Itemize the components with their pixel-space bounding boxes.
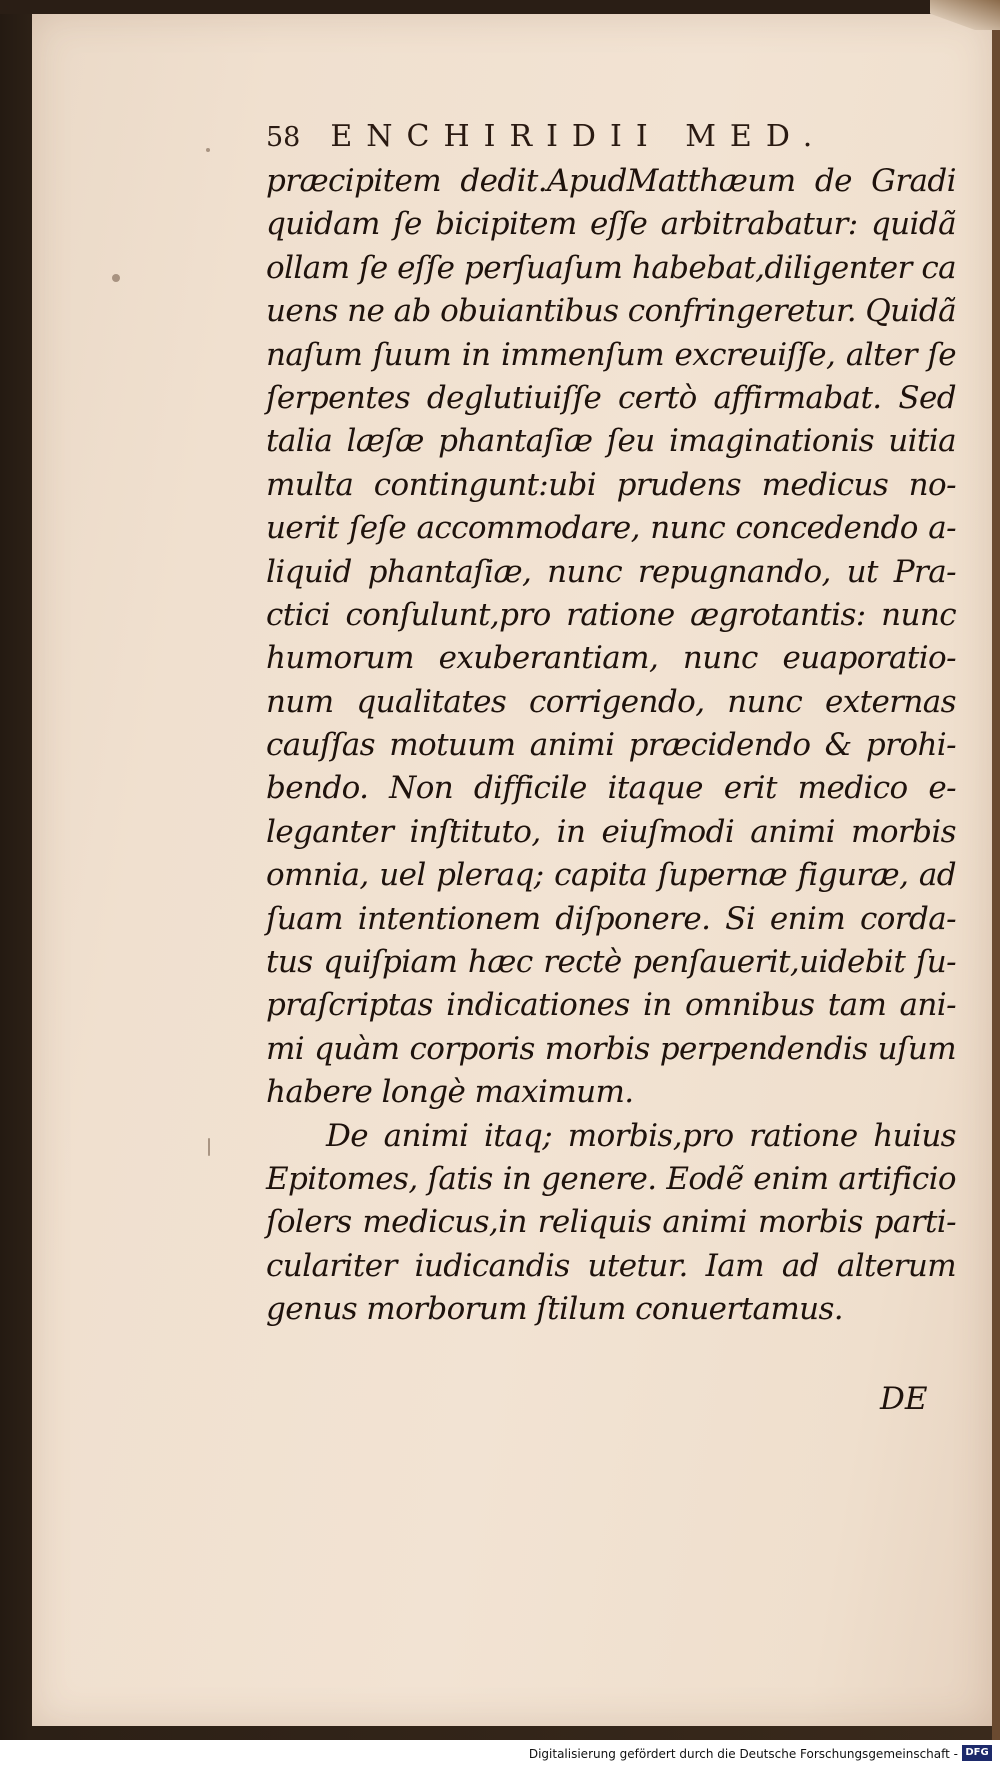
- text-line: culariter iudicandis utetur. Iam ad alterum: [266, 1247, 956, 1284]
- text-line: omnia, uel pleraq; capita ſupernæ figuræ, ad: [266, 857, 956, 894]
- page-number: 58: [266, 122, 301, 153]
- text-line: liquid phantaſiæ, nunc repugnando, ut Pra-: [266, 553, 956, 590]
- running-head: [266, 112, 946, 162]
- book-edge: [992, 0, 1000, 1768]
- dfg-logo: DFG: [962, 1745, 992, 1761]
- text-line: talia læſæ phantaſiæ ſeu imaginationis uitia: [266, 423, 956, 460]
- text-line: ſerpentes deglutiuiſſe certò affirmabat. Sed: [266, 379, 956, 416]
- text-line: uerit ſeſe accommodare, nunc concedendo a-: [266, 510, 956, 547]
- text-line: praſcriptas indicationes in omnibus tam ani-: [266, 987, 956, 1024]
- text-line: quidam ſe bicipitem eſſe arbitrabatur: quidã: [266, 206, 956, 243]
- text-line: uens ne ab obuiantibus confringeretur. Quidã: [266, 293, 956, 330]
- text-line: ſuam intentionem diſponere. Si enim corda-: [266, 900, 956, 937]
- text-line: ctici conſulunt,pro ratione ægrotantis: nunc: [266, 596, 956, 633]
- text-line: humorum exuberantiam, nunc euaporatio-: [266, 640, 956, 677]
- running-title: ENCHIRIDII MED.: [330, 119, 827, 154]
- paper-speck: [206, 148, 210, 152]
- catchword: DE: [880, 1381, 928, 1417]
- text-line: multa contingunt:ubi prudens medicus no-: [266, 466, 956, 503]
- text-line: leganter inſtituto, in eiuſmodi animi morbis: [266, 813, 956, 850]
- text-line: ollam ſe eſſe perſuaſum habebat,diligenter ca: [266, 249, 956, 286]
- text-line: De animi itaq; morbis,pro ratione huius: [326, 1117, 956, 1154]
- text-line: genus morborum ſtilum conuertamus.: [266, 1291, 844, 1328]
- text-line: Epitomes, ſatis in genere. Eodẽ enim artificio: [266, 1160, 956, 1197]
- paper-speck: [112, 274, 120, 282]
- text-line: præcipitem dedit.ApudMatthæum de Gradi: [266, 163, 956, 199]
- footer-credit: Digitalisierung gefördert durch die Deutsche Forschungsgemeinschaft -: [528, 1747, 958, 1761]
- text-line: bendo. Non difficile itaque erit medico e-: [266, 770, 956, 807]
- body-text: [266, 160, 956, 1332]
- text-line: tus quiſpiam hæc rectè penſauerit,uidebit ſu-: [266, 944, 956, 981]
- text-line: naſum ſuum in immenſum excreuiſſe, alter ſe: [266, 336, 956, 373]
- text-line: num qualitates corrigendo, nunc externas: [266, 683, 956, 720]
- text-line: cauſſas motuum animi præcidendo & prohi-: [266, 727, 956, 764]
- page-corner: [930, 0, 1000, 30]
- text-line: habere longè maximum.: [266, 1074, 634, 1111]
- paper-mark: [208, 1138, 210, 1156]
- text-line: ſolers medicus,in reliquis animi morbis parti-: [266, 1204, 956, 1241]
- text-line: mi quàm corporis morbis perpendendis uſum: [266, 1030, 956, 1067]
- scan-top-edge: [0, 0, 1000, 14]
